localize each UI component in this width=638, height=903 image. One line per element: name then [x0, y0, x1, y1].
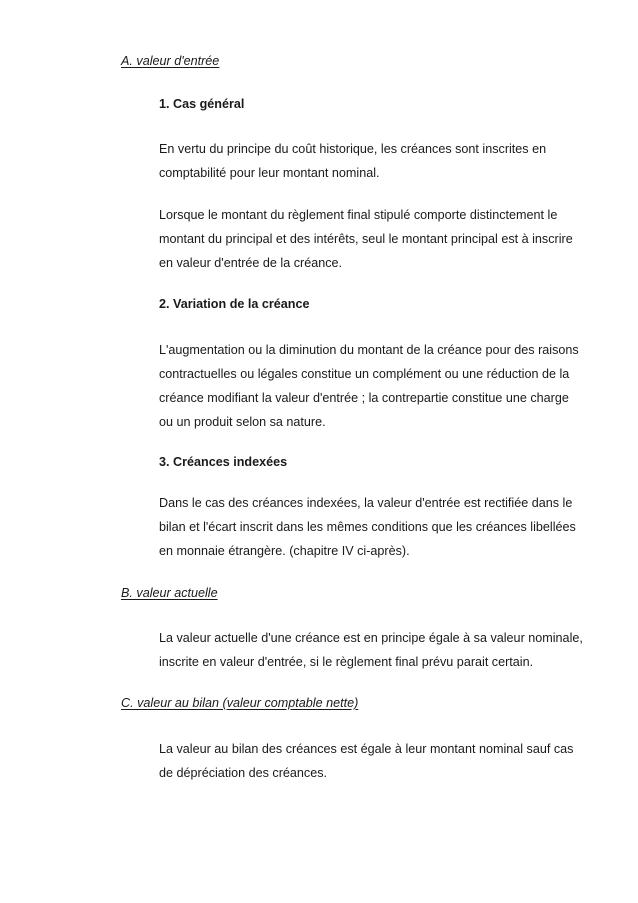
text-line: comptabilité pour leur montant nominal. [159, 166, 380, 180]
text-line: en valeur d'entrée de la créance. [159, 256, 343, 270]
text-line: en monnaie étrangère. (chapitre IV ci-après). [159, 544, 410, 558]
text-line: La valeur au bilan des créances est égale à leur montant nominal sauf cas [159, 742, 574, 756]
paragraph-indexees [159, 491, 619, 563]
paragraph-cas-general-2 [159, 203, 619, 275]
subsection-title-cas-general: 1. Cas général [159, 97, 245, 111]
text-line: contractuelles ou légales constitue un complément ou une réduction de la [159, 367, 570, 381]
subsection-title-indexees: 3. Créances indexées [159, 455, 288, 469]
text-line: montant du principal et des intérêts, seul le montant principal est à inscrire [159, 232, 573, 246]
text-line: inscrite en valeur d'entrée, si le règlement final prévu parait certain. [159, 655, 534, 669]
text-line: créance modifiant la valeur d'entrée ; la contrepartie constitue une charge [159, 391, 569, 405]
text-line: de dépréciation des créances. [159, 766, 328, 780]
text-line: La valeur actuelle d'une créance est en principe égale à sa valeur nominale, [159, 631, 583, 645]
paragraph-cas-general-1 [159, 137, 619, 185]
text-line: Dans le cas des créances indexées, la valeur d'entrée est rectifiée dans le [159, 496, 573, 510]
paragraph-variation [159, 338, 619, 434]
section-heading-c: C. valeur au bilan (valeur comptable nette) [121, 696, 359, 710]
text-line: Lorsque le montant du règlement final stipulé comporte distinctement le [159, 208, 558, 222]
text-line: bilan et l'écart inscrit dans les mêmes conditions que les créances libellées [159, 520, 576, 534]
text-line: En vertu du principe du coût historique, les créances sont inscrites en [159, 142, 547, 156]
section-heading-a: A. valeur d'entrée [121, 54, 220, 68]
text-line: L'augmentation ou la diminution du montant de la créance pour des raisons [159, 343, 579, 357]
section-heading-b: B. valeur actuelle [121, 586, 218, 600]
subsection-title-variation: 2. Variation de la créance [159, 297, 310, 311]
text-line: ou un produit selon sa nature. [159, 415, 326, 429]
paragraph-valeur-bilan [159, 737, 619, 785]
paragraph-valeur-actuelle [159, 626, 619, 674]
